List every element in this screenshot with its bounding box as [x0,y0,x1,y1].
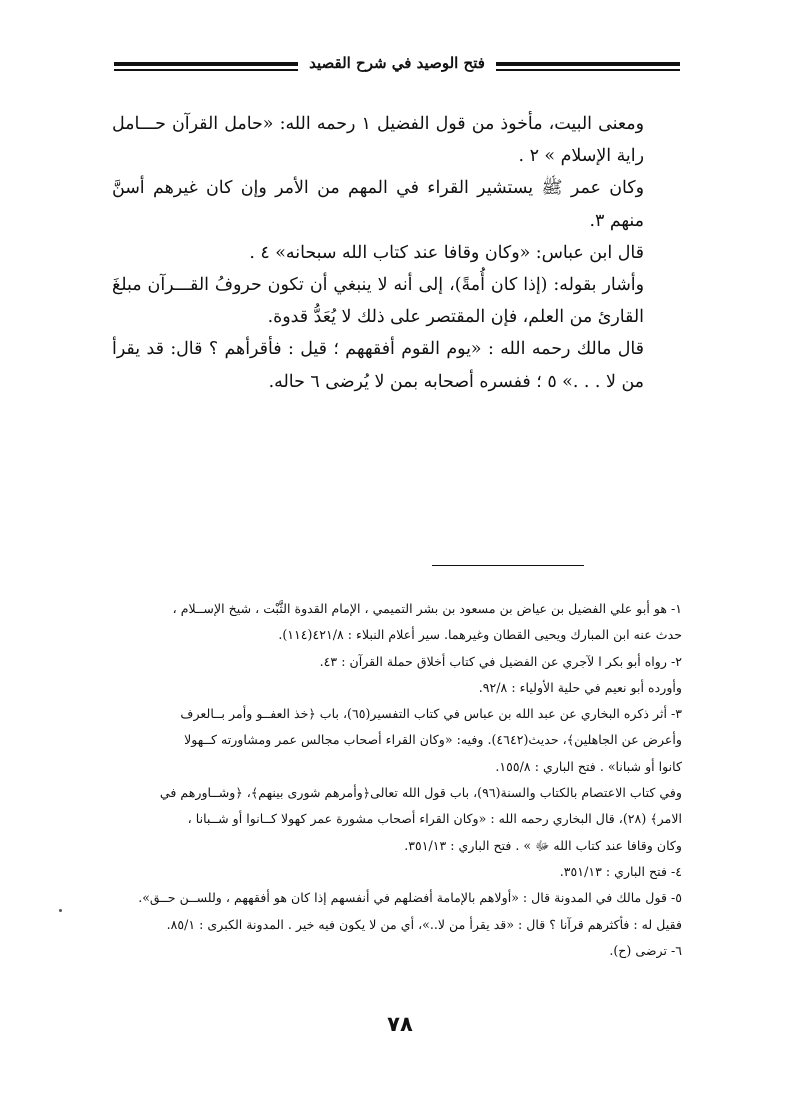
footnote-line: كانوا أو شبانا» . فتح الباري : ١٥٥/٨. [495,758,682,774]
scan-speck [59,909,62,912]
header-title: فتح الوصيد في شرح القصيد [309,54,485,72]
footnote-divider [432,565,584,566]
footnote-line: وأورده أبو نعيم في حلية الأولياء : ٩٢/٨. [478,679,682,695]
footnote-line: وأعرض عن الجاهلين﴾، حديث(٤٦٤٢). وفيه: «وكان القراء أصحاب مجالس عمر ومشاورته كــهولا [184,732,682,748]
header-rule-right [496,62,680,71]
footnote-line: حدث عنه ابن المبارك ويحيى القطان وغيرهما. سير أعلام النبلاء : ٤٢١/٨(١١٤). [278,627,682,643]
paragraph: ومعنى البيت، مأخوذ من قول الفضيل ١ رحمه الله: «حامل القرآن حـــامل راية الإسلام » ٢ . [112,114,645,167]
footnote-line: ٤- فتح الباري : ٣٥١/١٣. [559,863,682,879]
header-rule-thick [496,62,680,66]
footnote-line: ٣- أثر ذكره البخاري عن عبد الله بن عباس في كتاب التفسير(٦٥)، باب ﴿خذ العفــو وأمر بــالعرف [180,706,682,722]
running-header [114,48,680,82]
footnote-line: الامر﴾ (٢٨)، قال البخاري رحمه الله : «وكان القراء أصحاب مشورة عمر كهولا كــانوا أو شــبانا ، [187,811,682,827]
paragraph: وكان عمر ﷺ يستشير القراء في المهم من الأمر وإن كان غيرهم أسنَّ منهم ٣. [112,178,644,231]
header-rule-thin [496,69,680,71]
paragraph: وأشار بقوله: (إذا كان أُمةً)، إلى أنه لا ينبغي أن تكون حروفُ القـــرآن مبلغَ القارئ من العلم، فإن المقتصر على ذلك لا يُعَدُّ قدوة. [112,275,644,328]
main-text [112,108,682,398]
footnote-line: ٢- رواه أبو بكر ا لآجري عن الفضيل في كتاب أخلاق حملة القرآن : ٤٣. [319,653,682,669]
page-number: ٧٨ [387,1012,413,1036]
footnote-line: وكان وقافا عند كتاب الله ﷻ » . فتح الباري : ٣٥١/١٣. [404,837,682,853]
footnote-line: ٥- قول مالك في المدونة قال : «أولاهم بالإمامة أفضلهم في أنفسهم إذا كان هو أفقههم ، وللســن حــق». [138,890,682,906]
footnotes [126,596,682,964]
footnote-line: وفي كتاب الاعتصام بالكتاب والسنة(٩٦)، باب قول الله تعالى﴿وأمرهم شورى بينهم﴾، ﴿وشــاورهم في [159,785,682,801]
paragraph: قال ابن عباس: «وكان وقافا عند كتاب الله سبحانه» ٤ . [249,242,644,263]
header-rule-thick [114,62,298,66]
footnote-line: ٦- ترضى (ح). [609,942,682,958]
footnote-line: ١- هو أبو علي الفضيل بن عياض بن مسعود بن بشر التميمي ، الإمام القدوة الثَّبْت ، شيخ الإســلام ، [172,601,682,616]
header-rule-left [114,62,298,71]
header-rule-thin [114,69,298,71]
paragraph: قال مالك رحمه الله : «يوم القوم أفقههم ؛ قيل : فأقرأهم ؟ قال: قد يقرأ من لا . . .» ٥ ؛ ففسره أصحابه بمن لا يُرضى ٦ حاله. [112,339,644,392]
footnote-line: فقيل له : فأكثرهم قرآنا ؟ قال : «قد يقرأ من لا..»، أي من لا يكون فيه خير . المدونة الكبرى : ٨٥/١. [166,916,682,932]
